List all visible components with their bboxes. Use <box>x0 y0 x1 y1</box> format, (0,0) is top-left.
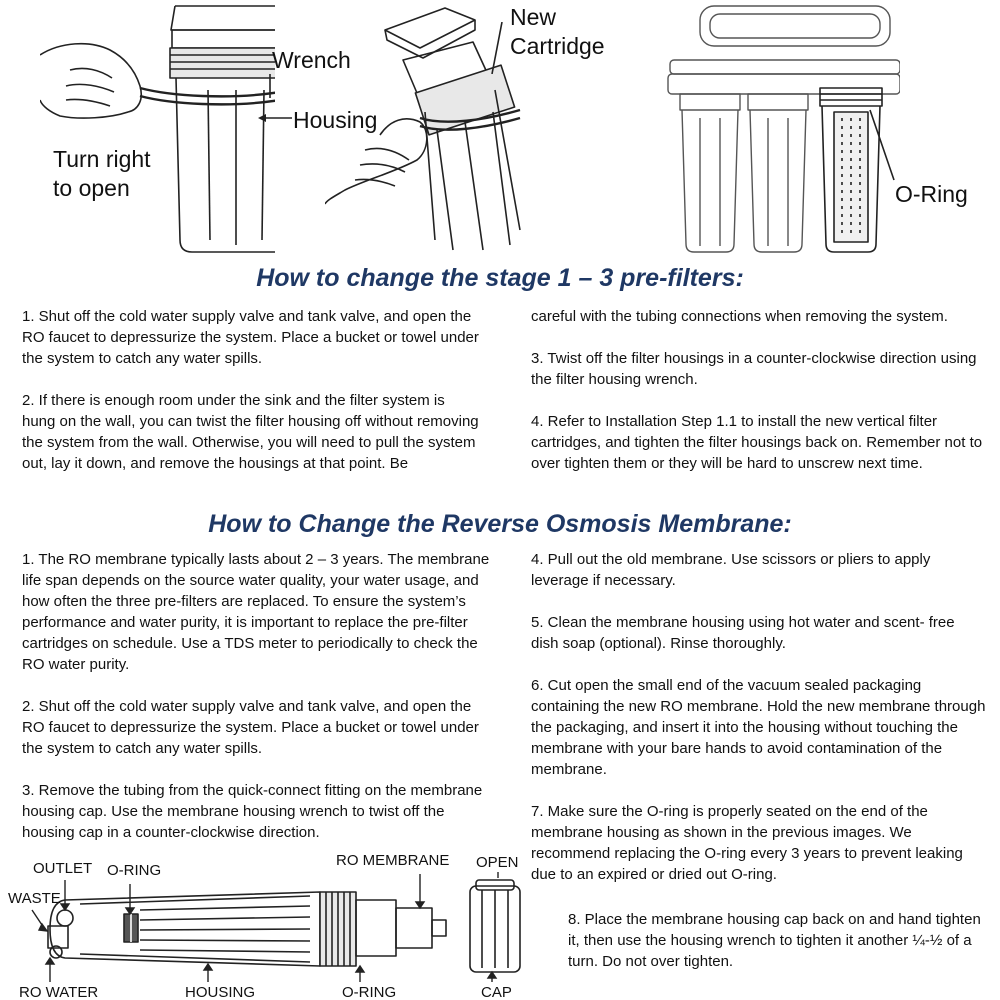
o-ring-label: O-Ring <box>895 181 968 207</box>
ro-membrane-label: RO MEMBRANE <box>336 852 450 869</box>
section1-heading: How to change the stage 1 – 3 pre-filters: <box>256 264 744 292</box>
section2-right-column <box>531 549 986 885</box>
ro-system-illustration <box>660 0 900 260</box>
housing-wrench-illustration <box>40 0 275 260</box>
new-cartridge-pointer-line <box>490 22 504 74</box>
outlet-label: OUTLET <box>33 860 93 877</box>
section2-step-3: 3. Remove the tubing from the quick-connect fitting on the membrane housing cap. Use the membrane housing wrench to twist off the housing cap in a counter-clockwise direction. <box>22 782 483 841</box>
wrench-label: Wrench <box>272 47 351 73</box>
housing-bottom-label: HOUSING <box>185 984 256 1000</box>
section2-step-6: 6. Cut open the small end of the vacuum sealed packaging containing the new RO membrane. Hold the new membrane through the packaging, and insert it into the housing without touching the membrane with your bare hands to avoid contamination of the membrane. <box>531 677 986 778</box>
section1-step-1: 1. Shut off the cold water supply valve and tank valve, and open the RO faucet to depressurize the system. Place a bucket or towel under the system to catch any water spills. <box>22 308 479 367</box>
section1-step-2: 2. If there is enough room under the sink and the filter system is hung on the wall, you can twist the filter housing off without removing the system from the wall. Otherwise, you will need to pull the system out, lay it down, and remove the housings at that point. Be <box>22 392 479 472</box>
ro-water-label: RO WATER <box>19 984 99 1000</box>
section2-step-8-text: 8. Place the membrane housing cap back on and hand tighten it, then use the housing wrench to tighten it another ¼-½ of a turn. Do not over tighten. <box>568 911 981 970</box>
new-cartridge-line2: Cartridge <box>510 33 605 59</box>
turn-right-label <box>53 145 151 203</box>
waste-label: WASTE <box>8 890 61 907</box>
wrench-pointer-line <box>266 74 274 98</box>
section1-step-2-cont: careful with the tubing connections when removing the system. <box>531 308 948 325</box>
section2-step-1: 1. The RO membrane typically lasts about 2 – 3 years. The membrane life span depends on the source water quality, your water usage, and how often the three pre-filters are replaced. To ensure the system’s performance and water purity, it is important to replace the pre-filter cartridges on schedule. Use a TDS meter to periodically to check the RO water purity. <box>22 551 490 673</box>
turn-right-line2: to open <box>53 175 130 201</box>
section2-step-7: 7. Make sure the O-ring is properly seated on the end of the membrane housing as shown in the previous images. We recommend replacing the O-ring every 3 years to prevent leaking due to an expired or dried out O-ring. <box>531 803 963 883</box>
housing-label: Housing <box>293 107 378 133</box>
new-cartridge-label <box>510 3 605 61</box>
o-ring-top-label: O-RING <box>107 862 162 879</box>
housing-pointer-arrow <box>258 112 292 124</box>
section2-step-8 <box>568 909 983 972</box>
section1-step-4: 4. Refer to Installation Step 1.1 to install the new vertical filter cartridges, and tighten the filter housings back on. Remember not to over tighten them or they will be hard to unscrew next time. <box>531 413 983 472</box>
section2-left-column <box>22 549 492 843</box>
section2-step-5: 5. Clean the membrane housing using hot water and scent- free dish soap (optional). Rinse thoroughly. <box>531 614 955 652</box>
o-ring-bottom-label: O-RING <box>342 984 397 1000</box>
open-label: OPEN <box>476 854 519 871</box>
section2-heading: How to Change the Reverse Osmosis Membrane: <box>208 510 792 538</box>
section1-left-column <box>22 306 482 474</box>
section1-step-3: 3. Twist off the filter housings in a counter-clockwise direction using the filter housing wrench. <box>531 350 977 388</box>
membrane-housing-diagram <box>20 870 530 985</box>
turn-right-line1: Turn right <box>53 146 151 172</box>
section2-step-4: 4. Pull out the old membrane. Use scissors or pliers to apply leverage if necessary. <box>531 551 931 589</box>
section2-step-2: 2. Shut off the cold water supply valve and tank valve, and open the RO faucet to depressurize the system. Place a bucket or towel under the system to catch any water spills. <box>22 698 479 757</box>
cap-label: CAP <box>481 984 512 1000</box>
section1-right-column <box>531 306 986 474</box>
new-cartridge-line1: New <box>510 4 557 30</box>
